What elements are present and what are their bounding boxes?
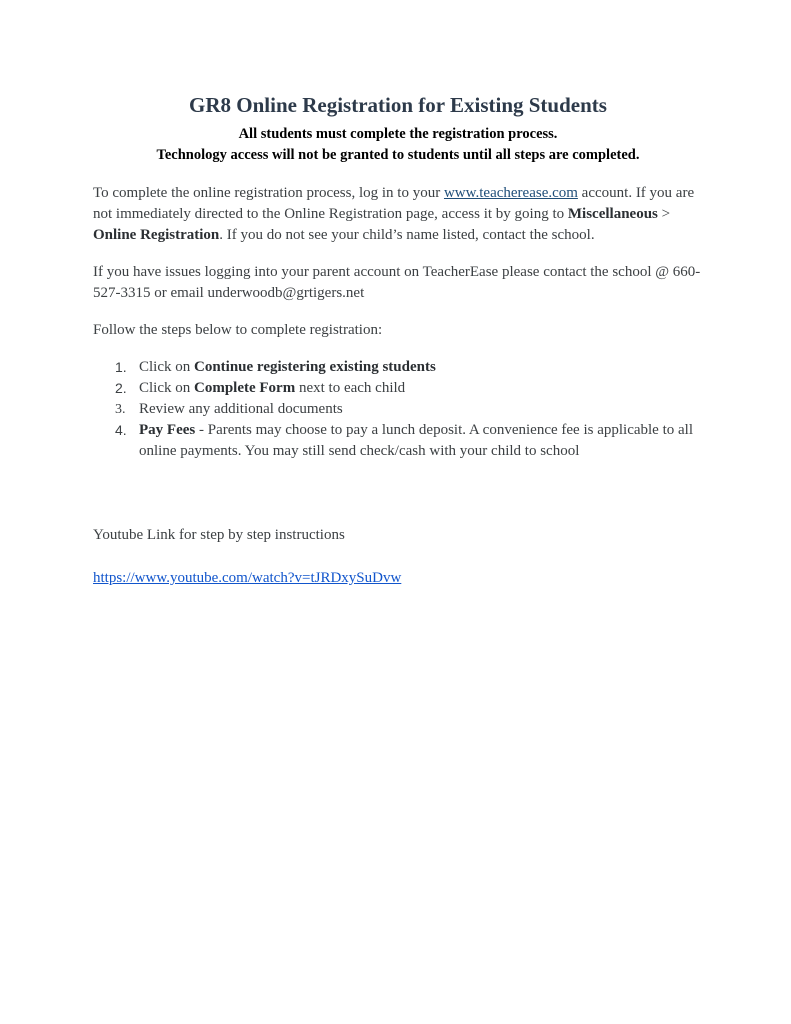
step-number: 4. [115,422,127,438]
step-number: 1. [115,359,127,375]
teacherease-link[interactable]: www.teacherease.com [443,185,578,201]
contact-paragraph: If you have issues logging into your parent account on TeacherEase please contact the school @ 660-527-3315 or email underwoodb@grtigers.net [93,264,701,301]
instructions-paragraph [93,183,703,246]
step-item [93,357,703,378]
steps-list [93,357,703,462]
document-page [93,90,703,589]
step-number: 3. [115,402,126,417]
para1-text-2: account. If you are not immediately directed to the Online Registration page, access it by going to [93,185,695,222]
step-bold: Continue registering existing students [194,359,436,375]
subtitle-line-1: All students must complete the registration process. [238,126,558,142]
step-item [93,378,703,399]
para1-text-1: To complete the online registration process, log in to your [93,185,444,201]
step-number: 2. [115,380,127,396]
para1-bold-miscellaneous: Miscellaneous [567,206,658,222]
step-bold: Complete Form [194,380,296,396]
subtitle-line-2: Technology access will not be granted to students until all steps are completed. [156,147,640,163]
step-post: next to each child [295,380,406,396]
step-item [93,399,703,420]
youtube-label: Youtube Link for step by step instructions [93,527,345,543]
para1-text-4: . If you do not see your child’s name listed, contact the school. [219,227,595,243]
step-pre: Click on [139,359,194,375]
step-item [93,420,703,462]
youtube-url-line [93,568,703,589]
step-post: - Parents may choose to pay a lunch deposit. A convenience fee is applicable to all online payments. You may still send check/cash with your child to school [139,422,693,459]
para1-bold-online-registration: Online Registration [93,227,220,243]
para1-text-3: > [657,206,671,222]
step-bold: Pay Fees [139,422,196,438]
step-pre: Review any additional documents [139,401,343,417]
step-pre: Click on [139,380,194,396]
youtube-link[interactable]: https://www.youtube.com/watch?v=tJRDxySuDvw [93,570,402,586]
page-title: GR8 Online Registration for Existing Students [189,93,607,117]
steps-intro: Follow the steps below to complete registration: [93,322,383,338]
